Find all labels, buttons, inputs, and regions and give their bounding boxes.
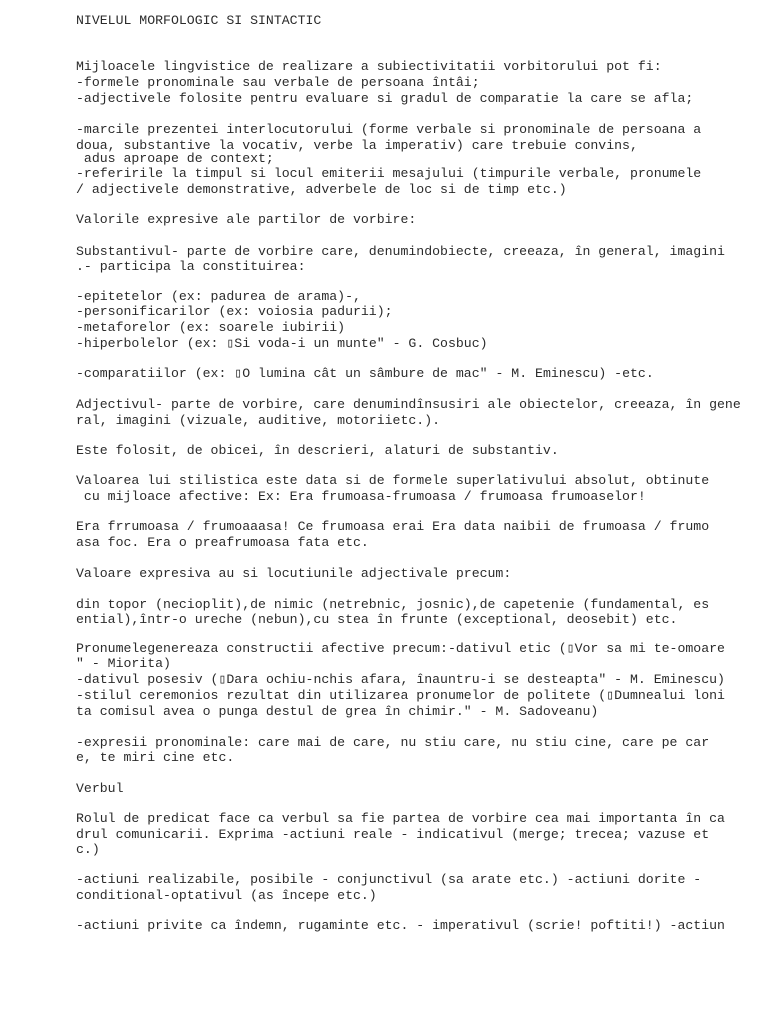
text-line: -actiuni privite ca îndemn, rugaminte etc. - imperativul (scrie! poftiti!) -actiun (76, 918, 725, 933)
text-line: -marcile prezentei interlocutorului (forme verbale si pronominale de persoana a (76, 122, 702, 137)
text-line: -epitetelor (ex: padurea de arama)-, (76, 289, 361, 304)
text-line: -formele pronominale sau verbale de persoana întâi; (76, 75, 480, 90)
text-line: Adjectivul- parte de vorbire, care denumindînsusiri ale obiectelor, creeaza, în gene (76, 397, 741, 412)
text-line: " - Miorita) (76, 656, 171, 671)
text-line: ral, imagini (vizuale, auditive, motoriietc.). (76, 413, 441, 428)
text-line: din topor (necioplit),de nimic (netrebnic, josnic),de capetenie (fundamental, es (76, 597, 710, 612)
text-line: -personificarilor (ex: voiosia padurii); (76, 304, 393, 319)
text-line: ential),într-o ureche (nebun),cu stea în frunte (exceptional, deosebit) etc. (76, 612, 678, 627)
text-line: Valoare expresiva au si locutiunile adjectivale precum: (76, 566, 512, 581)
text-line: Valoarea lui stilistica este data si de formele superlativului absolut, obtinute (76, 473, 710, 488)
text-line: Este folosit, de obicei, în descrieri, alaturi de substantiv. (76, 443, 559, 458)
text-line: ta comisul avea o punga destul de grea în chimir." - M. Sadoveanu) (76, 704, 599, 719)
text-line: Substantivul- parte de vorbire care, denumindobiecte, creeaza, în general, imagini (76, 244, 725, 259)
text-line: -metaforelor (ex: soarele iubirii) (76, 320, 346, 335)
text-line: -actiuni realizabile, posibile - conjunctivul (sa arate etc.) -actiuni dorite - (76, 872, 702, 887)
text-line: -expresii pronominale: care mai de care, nu stiu care, nu stiu cine, care pe car (76, 735, 710, 750)
text-line: Mijloacele lingvistice de realizare a subiectivitatii vorbitorului pot fi: (76, 59, 662, 74)
text-line: -dativul posesiv (▯Dara ochiu-nchis afara, înauntru-i se desteapta" - M. Eminescu) (76, 672, 725, 687)
text-line: doua, substantive la vocativ, verbe la imperativ) care trebuie convins, (76, 138, 638, 153)
text-line: -referirile la timpul si locul emiterii mesajului (timpurile verbale, pronumele (76, 166, 702, 181)
text-line: Era frrumoasa / frumoaaasa! Ce frumoasa erai Era data naibii de frumoasa / frumo (76, 519, 710, 534)
text-line: asa foc. Era o preafrumoasa fata etc. (76, 535, 369, 550)
text-line: Pronumelegenereaza constructii afective precum:-dativul etic (▯Vor sa mi te-omoare (76, 641, 725, 656)
text-line: cu mijloace afective: Ex: Era frumoasa-frumoasa / frumoasa frumoaselor! (76, 489, 646, 504)
text-line: -adjectivele folosite pentru evaluare si gradul de comparatie la care se afla; (76, 91, 694, 106)
section-heading: Valorile expresive ale partilor de vorbire: (76, 212, 417, 227)
document-title: NIVELUL MORFOLOGIC SI SINTACTIC (76, 13, 322, 28)
text-line: drul comunicarii. Exprima -actiuni reale - indicativul (merge; trecea; vazuse et (76, 827, 710, 842)
text-line: c.) (76, 842, 100, 857)
section-heading: Verbul (76, 781, 124, 796)
text-line: -comparatiilor (ex: ▯O lumina cât un sâmbure de mac" - M. Eminescu) -etc. (76, 366, 654, 381)
text-line: -hiperbolelor (ex: ▯Si voda-i un munte" - G. Cosbuc) (76, 336, 488, 351)
text-line: e, te miri cine etc. (76, 750, 235, 765)
text-line: conditional-optativul (as începe etc.) (76, 888, 377, 903)
text-line: Rolul de predicat face ca verbul sa fie partea de vorbire cea mai importanta în ca (76, 811, 725, 826)
text-line: adus aproape de context; (76, 151, 274, 166)
text-line: .- participa la constituirea: (76, 259, 306, 274)
text-line: -stilul ceremonios rezultat din utilizarea pronumelor de politete (▯Dumnealui loni (76, 688, 725, 703)
text-line: / adjectivele demonstrative, adverbele de loc si de timp etc.) (76, 182, 567, 197)
